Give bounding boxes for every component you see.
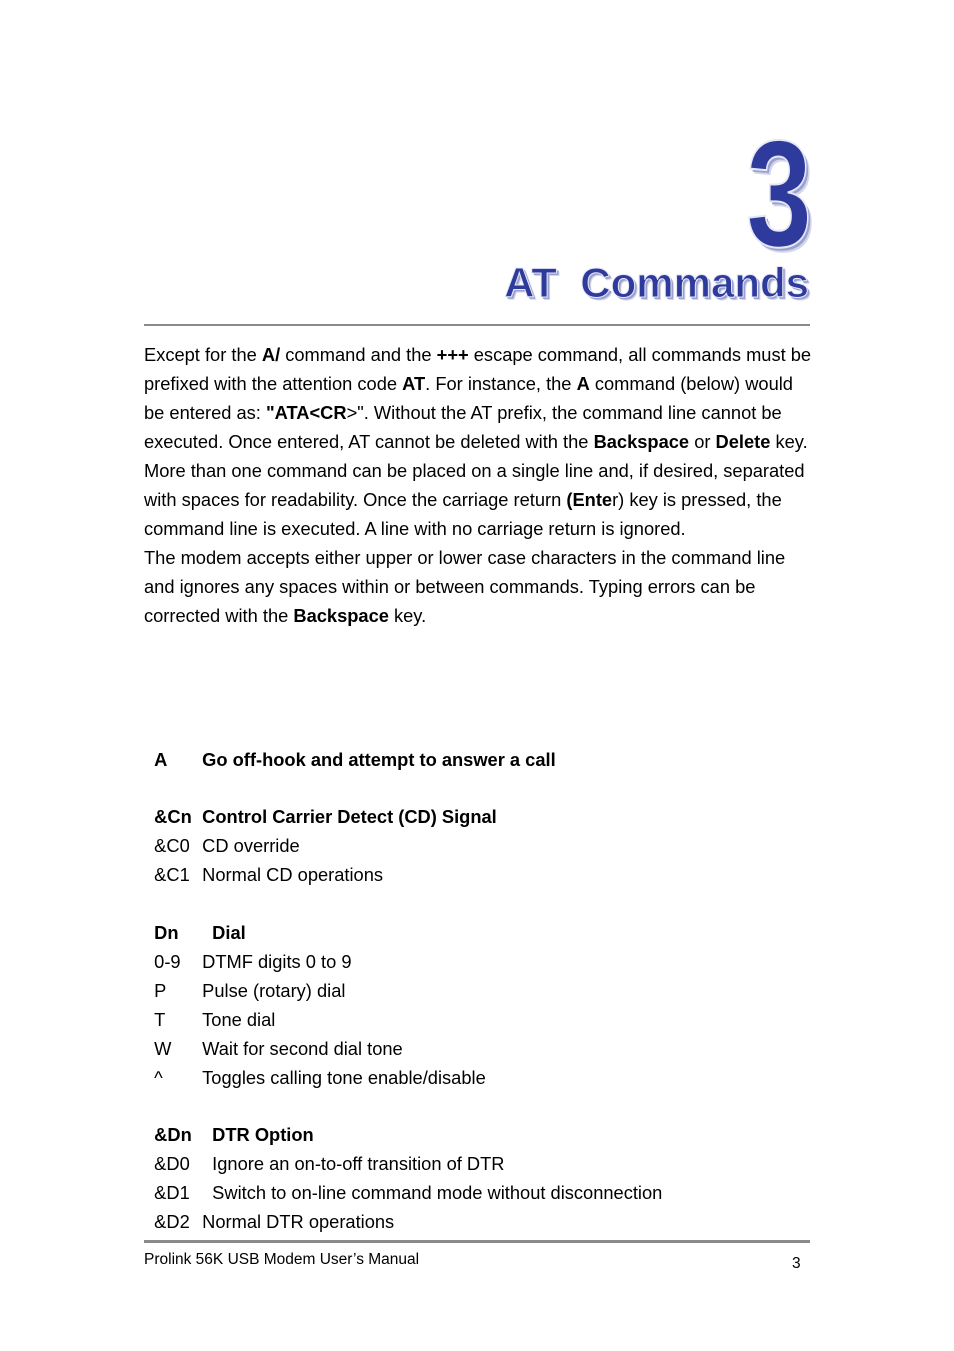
option-code: &C0 (154, 835, 190, 856)
text-run: More than one command can be placed on a single line and, if desired, separated with spaces for readability. Once the carriage return (144, 460, 805, 510)
text-run: The modem accepts either upper or lower case characters in the command line and ignores any spaces within or between commands. Typing errors can be corrected with the (144, 547, 786, 626)
bold-text: (Ente (566, 489, 613, 510)
page-number: 3 (792, 1255, 801, 1272)
bold-text: Backspace (293, 605, 389, 626)
option-code: W (154, 1038, 172, 1059)
option-code: &D0 (154, 1153, 190, 1174)
bold-text: Backspace (593, 431, 690, 452)
command-desc: DTR Option (212, 1124, 314, 1145)
text-run: key. (770, 431, 808, 452)
command-desc: Go off-hook and attempt to answer a call (202, 749, 556, 770)
bold-text: A/ (261, 344, 281, 365)
intro-text (144, 340, 814, 630)
option-code: P (154, 980, 167, 1001)
option-code: &D1 (154, 1182, 190, 1203)
command-option (144, 1034, 486, 1092)
bold-text: Delete (715, 431, 771, 452)
text-run: key. (388, 605, 427, 626)
option-desc: Ignore an on-to-off transition of DTR (212, 1153, 505, 1174)
intro-paragraph-2 (144, 456, 814, 543)
bold-text: "ATA<CR (265, 402, 347, 423)
option-desc: Normal DTR operations (202, 1211, 395, 1232)
option-desc: Toggles calling tone enable/disable (202, 1067, 486, 1088)
option-code: &C1 (154, 864, 190, 885)
command-option (144, 1178, 394, 1236)
text-run: or (689, 431, 716, 452)
text-run: command and the (280, 344, 437, 365)
option-desc: Normal CD operations (202, 864, 384, 885)
footer-rule (144, 1240, 810, 1243)
command-code: &Dn (154, 1124, 192, 1145)
option-desc: DTMF digits 0 to 9 (202, 951, 352, 972)
command-desc: Dial (212, 922, 246, 943)
command-code: Dn (154, 922, 179, 943)
option-desc: Switch to on-line command mode without disconnection (212, 1182, 663, 1203)
intro-paragraph-3 (144, 543, 814, 630)
chapter-number: 3 (746, 109, 811, 279)
header-rule (144, 324, 810, 326)
option-desc: Wait for second dial tone (202, 1038, 403, 1059)
text-run: escape command, all commands must be prefixed with the attention code (144, 344, 812, 394)
option-code: T (154, 1009, 166, 1030)
text-run: Except for the (144, 344, 262, 365)
option-desc: Tone dial (202, 1009, 276, 1030)
command-code: &Cn (154, 806, 192, 827)
text-run: >". Without the AT prefix, the command line cannot be executed. Once entered, AT cannot be deleted with the (144, 402, 782, 452)
footer-title: Prolink 56K USB Modem User’s Manual (144, 1251, 420, 1268)
text-run: r) key is pressed, the command line is executed. A line with no carriage return is ignored. (144, 489, 782, 539)
option-desc: Pulse (rotary) dial (202, 980, 346, 1001)
bold-text: +++ (436, 344, 469, 365)
bold-text: A (576, 373, 590, 394)
command-a (144, 716, 556, 774)
text-run: command (below) would be entered as: (144, 373, 793, 423)
chapter-title: AT Commands (504, 259, 809, 306)
option-code: 0-9 (154, 951, 181, 972)
option-code: &D2 (154, 1211, 190, 1232)
option-desc: CD override (202, 835, 300, 856)
bold-text: AT (402, 373, 426, 394)
intro-paragraph-1 (144, 340, 814, 456)
text-run: . For instance, the (425, 373, 577, 394)
command-desc: Control Carrier Detect (CD) Signal (202, 806, 497, 827)
command-code: A (154, 749, 168, 770)
option-code: ^ (154, 1067, 163, 1088)
command-option (144, 831, 383, 889)
